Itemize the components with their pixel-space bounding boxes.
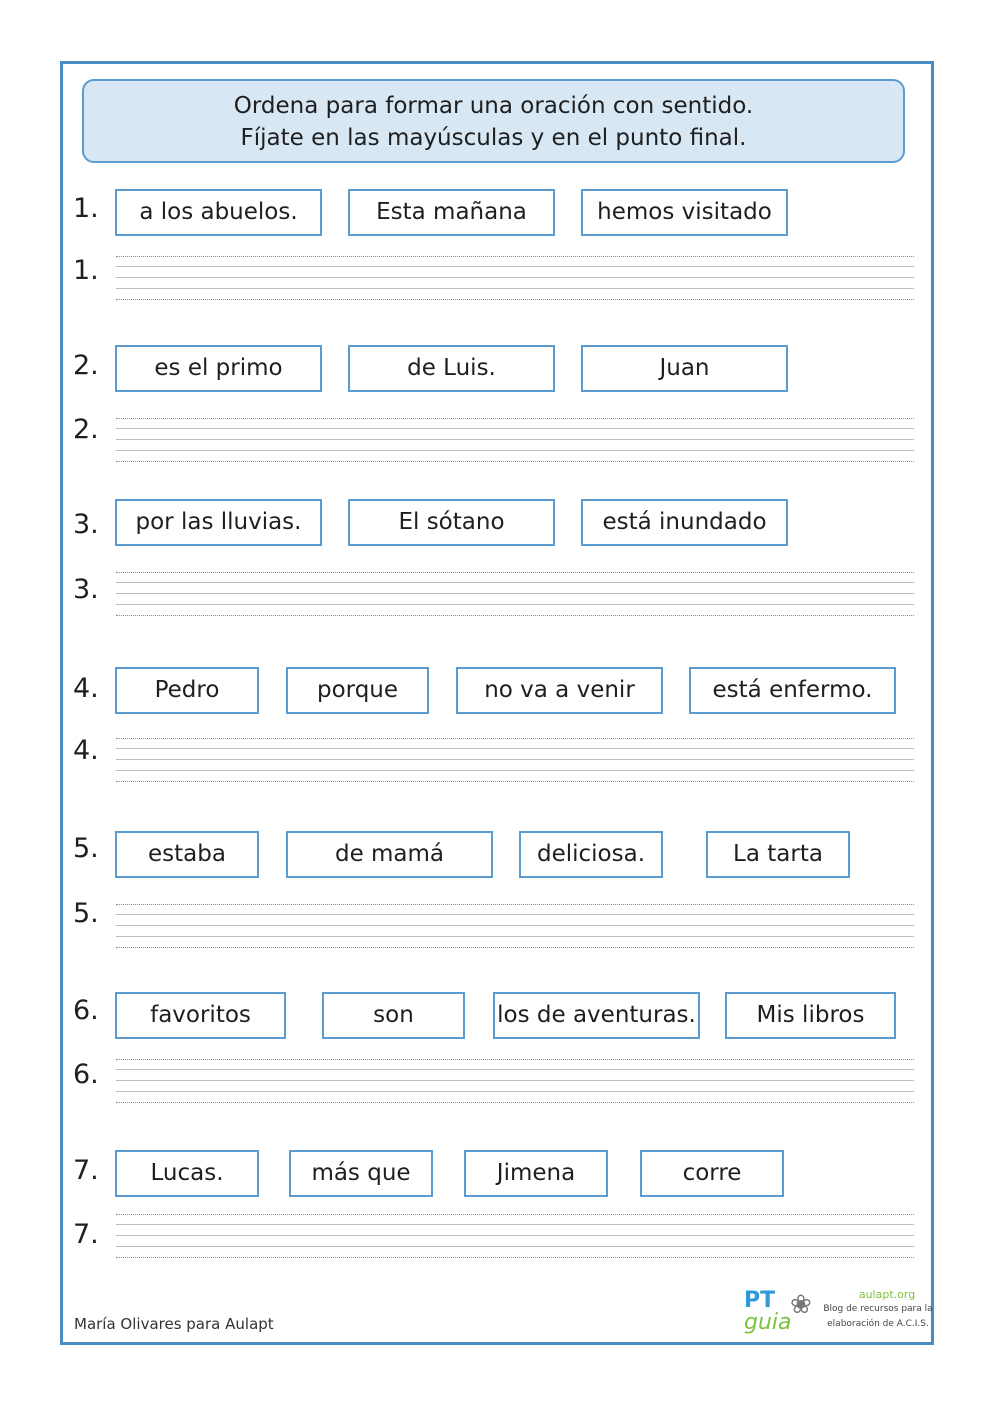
- word-card[interactable]: favoritos: [115, 992, 286, 1039]
- exercise-number: 2.: [73, 350, 99, 381]
- answer-number: 7.: [73, 1219, 99, 1250]
- word-card[interactable]: de Luis.: [348, 345, 555, 392]
- word-card[interactable]: corre: [640, 1150, 784, 1197]
- answer-number: 3.: [73, 574, 99, 605]
- answer-number: 6.: [73, 1059, 99, 1090]
- answer-writing-lines[interactable]: [116, 418, 914, 464]
- word-card[interactable]: porque: [286, 667, 429, 714]
- word-card[interactable]: La tarta: [706, 831, 850, 878]
- word-card[interactable]: Pedro: [115, 667, 259, 714]
- answer-number: 4.: [73, 735, 99, 766]
- answer-writing-lines[interactable]: [116, 572, 914, 618]
- word-card[interactable]: más que: [289, 1150, 433, 1197]
- word-card[interactable]: es el primo: [115, 345, 322, 392]
- answer-writing-lines[interactable]: [116, 1214, 914, 1260]
- word-card[interactable]: El sótano: [348, 499, 555, 546]
- word-card[interactable]: los de aventuras.: [493, 992, 700, 1039]
- answer-writing-lines[interactable]: [116, 738, 914, 784]
- word-card[interactable]: Esta mañana: [348, 189, 555, 236]
- word-card[interactable]: de mamá: [286, 831, 493, 878]
- instruction-line-2: Fíjate en las mayúsculas y en el punto final.: [240, 125, 747, 151]
- answer-writing-lines[interactable]: [116, 904, 914, 950]
- answer-writing-lines[interactable]: [116, 1059, 914, 1105]
- word-card[interactable]: Lucas.: [115, 1150, 259, 1197]
- word-card[interactable]: son: [322, 992, 465, 1039]
- word-card[interactable]: está enfermo.: [689, 667, 896, 714]
- word-card[interactable]: a los abuelos.: [115, 189, 322, 236]
- exercise-number: 3.: [73, 509, 99, 540]
- word-card[interactable]: Mis libros: [725, 992, 896, 1039]
- word-card[interactable]: hemos visitado: [581, 189, 788, 236]
- word-card[interactable]: está inundado: [581, 499, 788, 546]
- blog-info: [822, 1288, 934, 1340]
- answer-writing-lines[interactable]: [116, 256, 914, 302]
- blog-desc-line-2: elaboración de A.C.I.S.: [827, 1319, 929, 1329]
- word-card[interactable]: estaba: [115, 831, 259, 878]
- author-credit: María Olivares para Aulapt: [74, 1315, 274, 1333]
- word-card[interactable]: por las lluvias.: [115, 499, 322, 546]
- logo-guia-text: guia: [744, 1310, 792, 1335]
- teacher-figure-icon: ❀: [790, 1290, 812, 1320]
- exercise-number: 5.: [73, 833, 99, 864]
- exercise-number: 4.: [73, 673, 99, 704]
- exercise-number: 7.: [73, 1155, 99, 1186]
- word-card[interactable]: deliciosa.: [519, 831, 663, 878]
- logo-pt-text: PT: [744, 1288, 776, 1313]
- word-card[interactable]: Juan: [581, 345, 788, 392]
- exercise-number: 6.: [73, 995, 99, 1026]
- exercise-number: 1.: [73, 193, 99, 224]
- answer-number: 2.: [73, 414, 99, 445]
- instruction-line-1: Ordena para formar una oración con sentido.: [233, 93, 754, 119]
- blog-desc-line-1: Blog de recursos para la: [823, 1304, 933, 1314]
- word-card[interactable]: Jimena: [464, 1150, 608, 1197]
- word-card[interactable]: no va a venir: [456, 667, 663, 714]
- answer-number: 5.: [73, 898, 99, 929]
- answer-number: 1.: [73, 255, 99, 286]
- site-link[interactable]: aulapt.org: [858, 1288, 916, 1301]
- instructions-box: [82, 79, 905, 163]
